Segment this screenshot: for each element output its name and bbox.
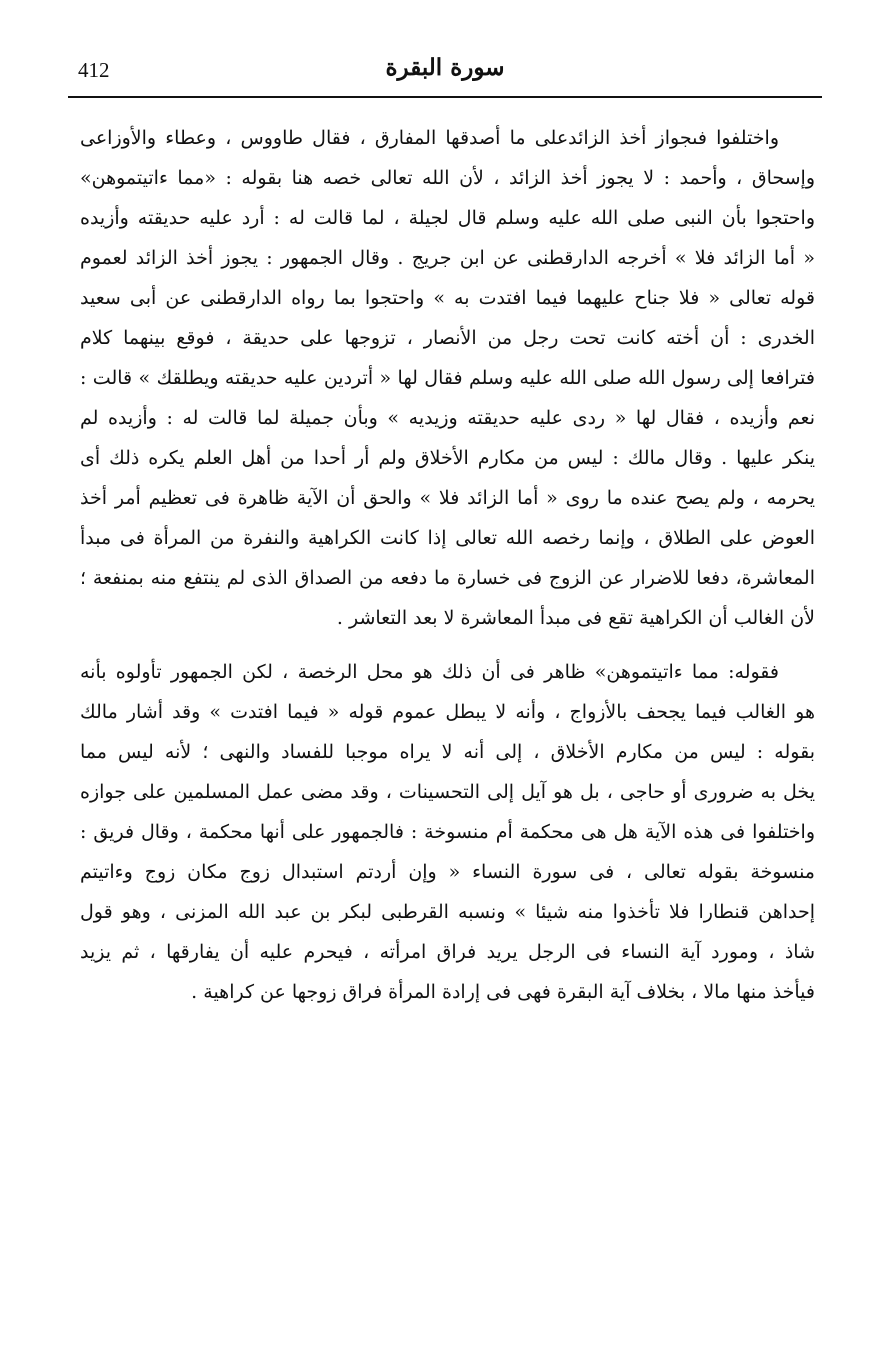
text-line: المعاشرة، دفعا للاضرار عن الزوج فى خسارة ما دفعه من الصداق الذى لم ينتفع منه بمنفعة ؛ xyxy=(80,567,815,589)
text-line: واختلفوا فىجواز أخذ الزائدعلى ما أصدقها المفارق ، فقال طاووس ، وعطاء والأوزاعى xyxy=(80,127,779,149)
text-line: واختلفوا فى هذه الآية هل هى محكمة أم منسوخة : فالجمهور على أنها محكمة ، وقال فريق : xyxy=(80,821,815,843)
text-line: واحتجوا بأن النبى صلى الله عليه وسلم قال لجيلة ، لما قالت له : أرد عليه حديقته وأزيده xyxy=(80,207,815,229)
header-rule xyxy=(68,96,822,98)
text-line: بقوله : ليس من مكارم الأخلاق ، إلى أنه لا يراه موجبا للفساد والنهى ؛ لأنه ليس مما xyxy=(80,741,815,763)
text-line: يحرمه ، ولم يصح عنده ما روى « أما الزائد فلا » والحق أن الآية ظاهرة فى تعظيم أمر أخذ xyxy=(80,487,815,509)
text-line: فيأخذ منها مالا ، بخلاف آية البقرة فهى فى إرادة المرأة فراق زوجها عن كراهية . xyxy=(191,981,815,1003)
text-line: منسوخة بقوله تعالى ، فى سورة النساء « وإن أردتم استبدال زوج مكان زوج وءاتيتم xyxy=(80,861,815,883)
text-line: يخل به ضرورى أو حاجى ، بل هو آيل إلى التحسينات ، وقد مضى عمل المسلمين على جوازه xyxy=(80,781,815,803)
page-body xyxy=(80,118,815,1012)
text-line: إحداهن قنطارا فلا تأخذوا منه شيئا » ونسبه القرطبى لبكر بن عبد الله المزنى ، وهو قول xyxy=(80,901,815,923)
page-number: 412 xyxy=(78,58,110,82)
text-line: فترافعا إلى رسول الله صلى الله عليه وسلم فقال لها « أتردين عليه حديقته ويطلقك » قالت : xyxy=(80,367,815,389)
text-line: فقوله: مما ءاتيتموهن» ظاهر فى أن ذلك هو محل الرخصة ، لكن الجمهور تأولوه بأنه xyxy=(80,661,779,683)
text-line: العوض على الطلاق ، وإنما رخصه الله تعالى إذا كانت الكراهية والنفرة من المرأة فى مبدأ xyxy=(80,527,815,549)
text-line: الخدرى : أن أخته كانت تحت رجل من الأنصار ، تزوجها على حديقة ، فوقع بينهما كلام xyxy=(80,327,815,349)
text-line: لأن الغالب أن الكراهية تقع فى مبدأ المعاشرة لا بعد التعاشر . xyxy=(336,607,815,629)
paragraph-2 xyxy=(80,652,815,1012)
page-header xyxy=(68,52,822,96)
text-line: ينكر عليها . وقال مالك : ليس من مكارم الأخلاق ولم أر أحدا من أهل العلم يكره ذلك أى xyxy=(80,447,815,469)
running-title: سورة البقرة xyxy=(385,54,505,81)
text-line: « أما الزائد فلا » أخرجه الدارقطنى عن ابن جريج . وقال الجمهور : يجوز أخذ الزائد لعموم xyxy=(80,247,815,269)
paragraph-1 xyxy=(80,118,815,638)
text-line: شاذ ، ومورد آية النساء فى الرجل يريد فراق امرأته ، فيحرم عليه أن يفارقها ، ثم يزيد xyxy=(80,941,815,963)
text-line: هو الغالب فيما يجحف بالأزواج ، وأنه لا يبطل عموم قوله « فيما افتدت » وقد أشار مالك xyxy=(80,701,815,723)
text-line: قوله تعالى « فلا جناح عليهما فيما افتدت به » واحتجوا بما رواه الدارقطنى عن أبى سعيد xyxy=(80,287,815,309)
text-line: نعم وأزيده ، فقال لها « ردى عليه حديقته وزيديه » وبأن جميلة لما قالت له : وأزيده لم xyxy=(80,407,815,429)
text-line: وإسحاق ، وأحمد : لا يجوز أخذ الزائد ، لأن الله تعالى خصه هنا بقوله : «مما ءاتيتموهن» xyxy=(80,167,815,189)
